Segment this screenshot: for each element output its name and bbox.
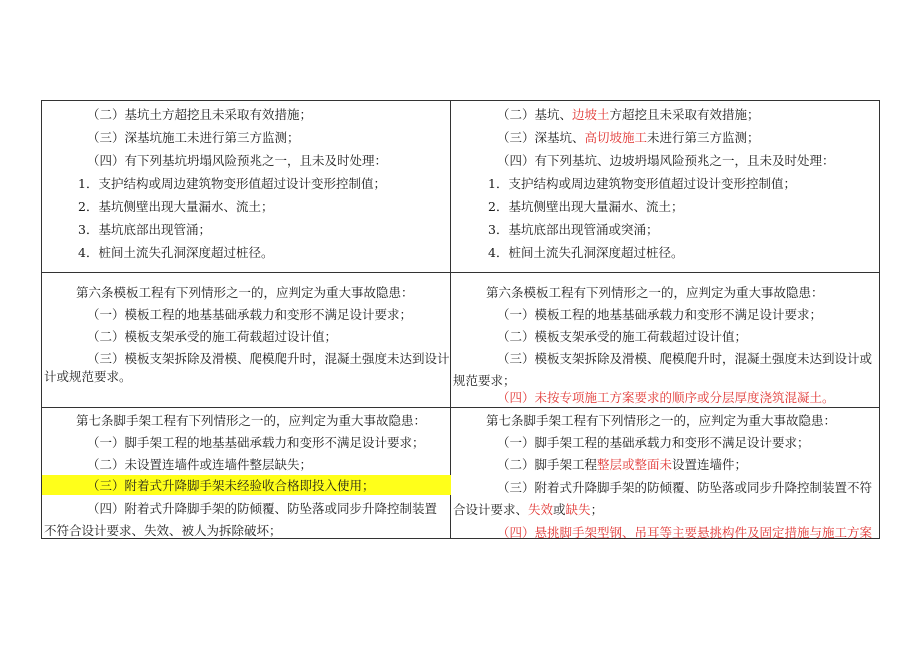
- revised-text: 整层或整面未: [597, 457, 673, 472]
- right-text-line: （一）脚手架工程的基础承载力和变形不满足设计要求；: [497, 435, 810, 450]
- revised-text: 失效: [528, 502, 554, 517]
- right-text-line: 2．基坑侧壁出现大量漏水、流土；: [488, 199, 684, 214]
- left-text-line: 4．桩间土流失孔洞深度超过桩径。: [78, 245, 274, 260]
- revised-text: （四）未按专项施工方案要求的顺序或分层厚度浇筑混凝土。: [497, 390, 835, 405]
- table-row: [42, 408, 880, 539]
- left-text-line: 不符合设计要求、失效、被人为拆除破坏；: [44, 523, 282, 538]
- left-text-line: 2．基坑侧壁出现大量漏水、流土；: [78, 199, 274, 214]
- left-cell: [42, 101, 451, 273]
- right-text-line: 规范要求；: [453, 373, 516, 388]
- right-text-line: （三）模板支架拆除及滑模、爬模爬升时，混凝土强度未达到设计或: [497, 351, 873, 366]
- right-text-line: [497, 458, 747, 472]
- revised-text: 高切坡施工: [584, 130, 648, 145]
- right-text-line: （一）模板工程的地基基础承载力和变形不满足设计要求；: [497, 307, 823, 322]
- table-row: [42, 273, 880, 408]
- right-text-line: 1．支护结构或周边建筑物变形值超过设计变形控制值；: [488, 176, 796, 191]
- text-run: （二）基坑、: [497, 107, 573, 122]
- left-text-line: 第六条模板工程有下列情形之一的，应判定为重大事故隐患：: [76, 285, 414, 300]
- text-run: （二）脚手架工程: [497, 457, 598, 472]
- left-text-line: （一）脚手架工程的地基基础承载力和变形不满足设计要求；: [87, 435, 425, 450]
- text-run: 方超挖且未采取有效措施；: [609, 107, 760, 122]
- right-text-line: [497, 108, 760, 122]
- table-row: [42, 101, 880, 273]
- right-text-line: （三）附着式升降脚手架的防倾覆、防坠落或同步升降控制装置不符: [497, 480, 873, 495]
- text-run: 或: [553, 502, 566, 517]
- left-text-line: 3．基坑底部出现管涌；: [78, 222, 211, 237]
- right-text-line: 第七条脚手架工程有下列情形之一的，应判定为重大事故隐患：: [486, 413, 837, 428]
- right-text-line: （四）有下列基坑、边坡坍塌风险预兆之一，且未及时处理：: [497, 153, 835, 168]
- left-text-line: 1．支护结构或周边建筑物变形值超过设计变形控制值；: [78, 176, 386, 191]
- left-text-line: （三）模板支架拆除及滑模、爬模爬升时，混凝土强度未达到设计: [87, 351, 450, 366]
- text-run: 合设计要求、: [453, 502, 529, 517]
- text-run: （三）深基坑、: [497, 130, 585, 145]
- right-cell: [451, 101, 880, 273]
- left-text-line: （三）深基坑施工未进行第三方监测；: [87, 130, 300, 145]
- text-run: 设置连墙件；: [672, 457, 748, 472]
- right-text-line: （二）模板支架承受的施工荷载超过设计值；: [497, 329, 748, 344]
- left-text-line: 第七条脚手架工程有下列情形之一的，应判定为重大事故隐患：: [76, 413, 427, 428]
- text-run: 未进行第三方监测；: [647, 130, 760, 145]
- left-cell: [42, 408, 451, 539]
- right-cell: [451, 408, 880, 539]
- text-run: ；: [590, 502, 604, 517]
- comparison-table: [41, 100, 880, 539]
- left-text-line: （二）基坑土方超挖且未采取有效措施；: [87, 107, 313, 122]
- revised-text: （四）悬挑脚手架型钢、吊耳等主要悬挑构件及固定措施与施工方案: [497, 525, 873, 540]
- revised-text: 边坡土: [572, 107, 610, 122]
- right-cell: [451, 273, 880, 408]
- revised-text: 缺失: [565, 502, 591, 517]
- right-text-line: [453, 503, 603, 517]
- right-text-line: [497, 131, 760, 145]
- left-text-line: （一）模板工程的地基基础承载力和变形不满足设计要求；: [87, 307, 413, 322]
- highlighted-text-line: （三）附着式升降脚手架未经验收合格即投入使用；: [87, 478, 375, 493]
- left-cell: [42, 273, 451, 408]
- left-text-line: 计或规范要求。: [44, 369, 132, 384]
- left-text-line: （四）附着式升降脚手架的防倾覆、防坠落或同步升降控制装置: [87, 501, 438, 516]
- right-text-line: 第六条模板工程有下列情形之一的，应判定为重大事故隐患：: [486, 285, 824, 300]
- left-text-line: （四）有下列基坑坍塌风险预兆之一，且未及时处理：: [87, 153, 388, 168]
- right-text-line: 4．桩间土流失孔洞深度超过桩径。: [488, 245, 684, 260]
- left-text-line: （二）模板支架承受的施工荷载超过设计值；: [87, 329, 338, 344]
- right-text-line: 3．基坑底部出现管涌或突涌；: [488, 222, 659, 237]
- left-text-line: （二）未设置连墙件或连墙件整层缺失；: [87, 457, 313, 472]
